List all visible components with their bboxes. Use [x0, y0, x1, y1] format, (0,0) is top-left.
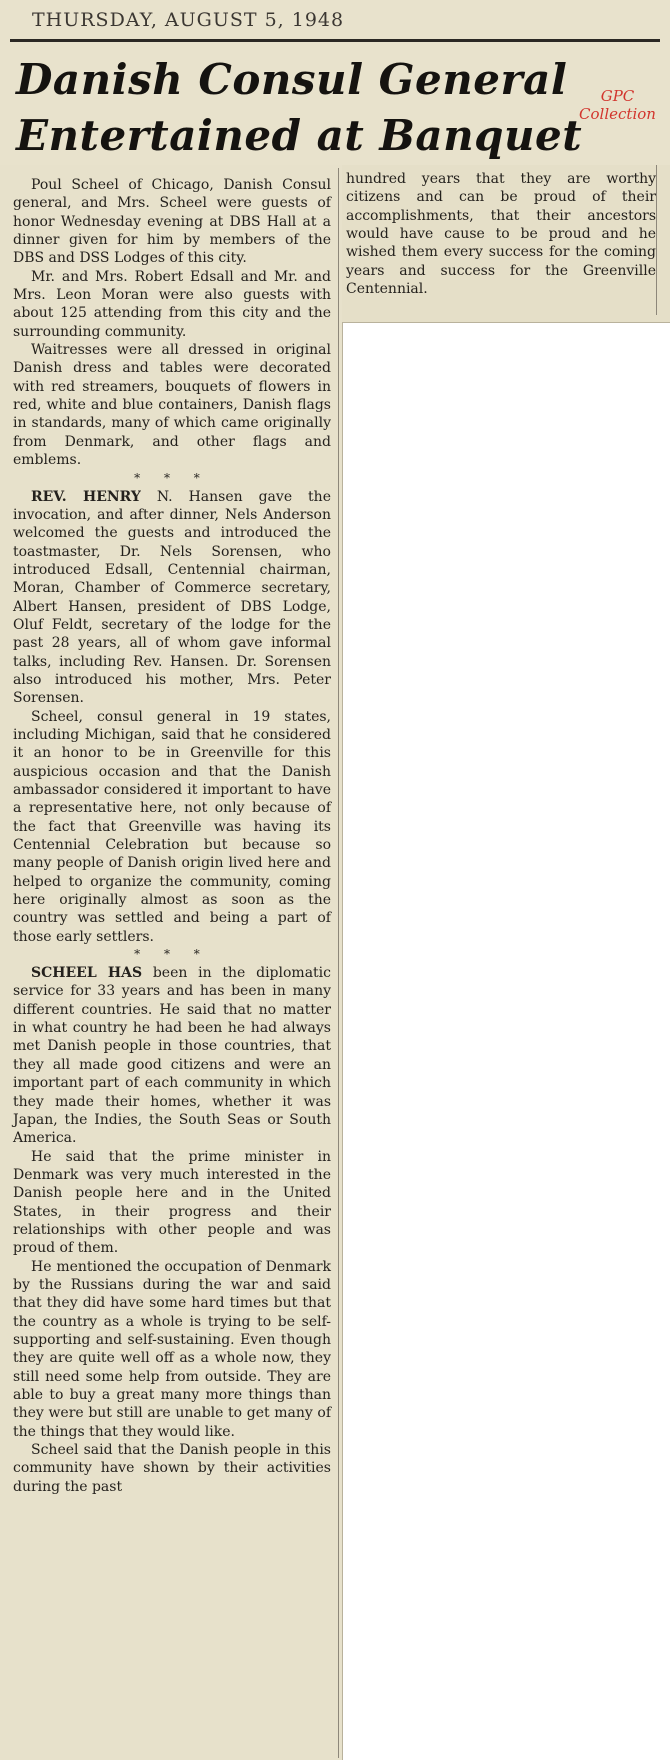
paragraph-3: Waitresses were all dressed in original Danish dress and tables were decorated with red streamers, bouquets of flowers in red, white and blue containers, Danish flags in standards, many of which came originally from Denmark, and other flags and emblems.	[13, 342, 331, 469]
paragraph-9: Scheel said that the Danish people in this community have shown by their activities during the past	[13, 1442, 331, 1495]
paragraph-6-lead: SCHEEL HAS	[31, 965, 143, 982]
paragraph-7: He said that the prime minister in Denmark was very much interested in the Danish people here and in the United States, in their progress and their relationships with other people and was proud of them.	[13, 1148, 331, 1257]
headline	[16, 52, 583, 164]
paragraph-4	[13, 488, 331, 708]
right-edge-rule	[656, 165, 657, 315]
section-divider-2: * * *	[134, 947, 210, 962]
paragraph-6-body: been in the diplomatic service for 33 years and has been in many different countries. He said that no matter in what country he had been he had always met Danish people in those countries, that they all made good citizens and were an important part of each community in which they made their homes, whether it was Japan, the Indies, the South Seas or South America.	[13, 965, 331, 1147]
paragraph-4-body: N. Hansen gave the invocation, and after dinner, Nels Anderson welcomed the guests and introduced the toastmaster, Dr. Nels Sorensen, who introduced Edsall, Centennial chairman, Moran, Chamber of Commerce secretary, Albert Hansen, president of DBS Lodge, Oluf Feldt, secretary of the lodge for the past 28 years, all of whom gave informal talks, including Rev. Hansen. Dr. Sorensen also introduced his mother, Mrs. Peter Sorensen.	[13, 488, 331, 707]
collection-stamp	[565, 87, 670, 123]
paragraph-6	[13, 964, 331, 1147]
paragraph-10: hundred years that they are worthy citizens and can be proud of their accomplishments, that their ancestors would have cause to be proud and he wished them every success for the coming years and success for the Greenville Centennial.	[346, 171, 656, 298]
stamp-line-1: GPC	[600, 87, 635, 105]
dateline: THURSDAY, AUGUST 5, 1948	[32, 9, 345, 31]
column-divider	[338, 168, 339, 1758]
header-rule	[10, 39, 660, 42]
article-column-right	[346, 170, 656, 298]
paragraph-2: Mr. and Mrs. Robert Edsall and Mr. and Mrs. Leon Moran were also guests with about 125 attending from this city and the surrounding community.	[13, 268, 331, 340]
article-column-left	[13, 176, 331, 1496]
paragraph-8: He mentioned the occupation of Denmark by the Russians during the war and said that they did have some hard times but that the country as a whole is trying to be self-supporting and self-sustaining. Even though they are quite well off as a whole now, they still need some help from outside. They are able to buy a great many more things than they were but still are unable to get many of the things that they would like.	[13, 1258, 331, 1440]
paragraph-5: Scheel, consul general in 19 states, including Michigan, said that he considered it an honor to be in Greenville for this auspicious occasion and that the Danish ambassador considered it important to have a representative here, not only because of the fact that Greenville was having its Centennial Celebration but because so many people of Danish origin lived here and helped to organize the community, coming here originally almost as soon as the country was settled and being a part of those early settlers.	[13, 708, 331, 945]
paragraph-4-lead: REV. HENRY	[31, 488, 141, 505]
headline-line-2: Entertained at Banquet	[16, 111, 583, 160]
stamp-line-2: Collection	[579, 105, 656, 123]
headline-line-1: Danish Consul General	[16, 55, 568, 104]
section-divider-1: * * *	[134, 470, 210, 485]
paragraph-1: Poul Scheel of Chicago, Danish Consul general, and Mrs. Scheel were guests of honor Wednesday evening at DBS Hall at a dinner given for him by members of the DBS and DSS Lodges of this city.	[13, 177, 331, 267]
